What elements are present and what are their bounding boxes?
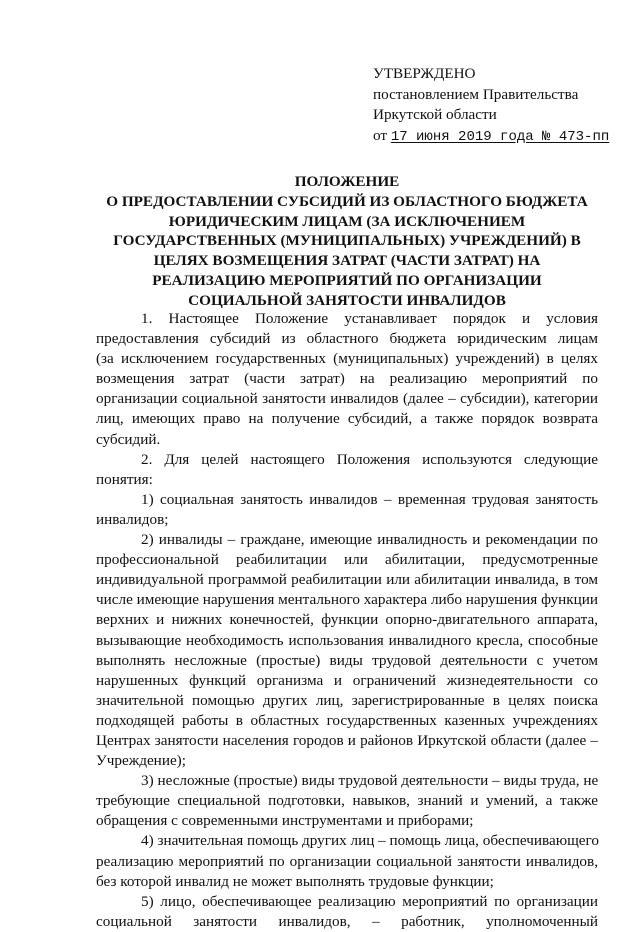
body-line: 1. Настоящее Положение устанавливает порядок и условия (141, 310, 598, 327)
title-line: ПОЛОЖЕНИЕ (294, 173, 400, 190)
body-line: 5) лицо, обеспечивающее реализацию мероприятий по организации (141, 892, 598, 910)
body-line: 1) социальная занятость инвалидов – временная трудовая занятость (141, 490, 598, 508)
body-line: (за исключением государственных (муниципальных) учреждений) в целях (96, 350, 598, 368)
body-line: индивидуальной программой реабилитации или абилитации инвалида, в том (96, 571, 598, 589)
title-line: ЮРИДИЧЕСКИМ ЛИЦАМ (ЗА ИСКЛЮЧЕНИЕМ (168, 212, 526, 230)
approval-by-resolution: постановлением Правительства (373, 85, 579, 103)
body-line: нарушенных функций организма и ограничений жизнедеятельности со (96, 671, 598, 689)
body-line: подходящей работы в областных государственных казенных учреждениях (96, 711, 598, 729)
body-line: организации социальной занятости инвалидов (далее – субсидии), категории (96, 390, 598, 408)
body-line: социальной занятости инвалидов, – работник, уполномоченный (96, 912, 598, 930)
body-line: 4) значительная помощь других лиц – помощь лица, обеспечивающего (141, 832, 599, 850)
body-line: инвалидов; (96, 510, 169, 528)
body-line: возмещения затрат (части затрат) на реализацию мероприятий по (96, 370, 598, 388)
title-line: ГОСУДАРСТВЕННЫХ (МУНИЦИПАЛЬНЫХ) УЧРЕЖДЕНИЙ) В (113, 232, 581, 250)
body-line: 2) инвалиды – граждане, имеющие инвалидность и рекомендации по (141, 531, 598, 549)
body-line: понятия: (96, 470, 153, 488)
body-line: значительной помощью других лиц, зарегистрированные в целях поиска (96, 691, 598, 709)
body-line: требующие специальной подготовки, навыков, знаний и умений, а также (96, 792, 598, 810)
document-body (96, 309, 598, 932)
body-line: предоставления субсидий из областного бюджета юридическим лицам (96, 330, 598, 348)
approval-date-number: 17 июня 2019 года № 473-пп (390, 128, 610, 145)
document-title (96, 172, 598, 311)
approval-approved: УТВЕРЖДЕНО (373, 65, 476, 82)
body-line: Центрах занятости населения городов и районов Иркутской области (далее – (96, 731, 598, 749)
body-line: Учреждение); (96, 752, 186, 770)
title-line: ЦЕЛЯХ ВОЗМЕЩЕНИЯ ЗАТРАТ (ЧАСТИ ЗАТРАТ) НА (153, 252, 541, 270)
title-line: О ПРЕДОСТАВЛЕНИИ СУБСИДИЙ ИЗ ОБЛАСТНОГО БЮДЖЕТА (106, 192, 588, 210)
body-line: выполнять несложные (простые) виды трудовой деятельности с учетом (96, 651, 598, 669)
body-line: 2. Для целей настоящего Положения используются следующие (141, 450, 598, 468)
title-line: РЕАЛИЗАЦИЮ МЕРОПРИЯТИЙ ПО ОРГАНИЗАЦИИ (152, 271, 542, 289)
body-line: верхних и нижних конечностей, функции опорно-двигательного аппарата, (96, 611, 598, 629)
body-line: субсидий. (96, 430, 161, 448)
body-line: 3) несложные (простые) виды трудовой деятельности – виды труда, не (141, 772, 599, 790)
approval-stamp (373, 64, 609, 147)
body-line: обращения с современными инструментами и приборами; (96, 812, 474, 830)
body-line: вызывающие необходимость использования инвалидного кресла, способные (96, 631, 598, 649)
approval-region: Иркутской области (373, 106, 497, 123)
approval-date-prefix: от (373, 126, 388, 144)
body-line: лиц, имеющих право на получение субсидий, а также порядок возврата (96, 410, 598, 428)
body-line: профессиональной реабилитации или абилитации, предусмотренные (96, 551, 598, 569)
body-line: числе имеющие нарушения ментального характера либо нарушения функции (96, 591, 599, 609)
approval-date-line (373, 126, 609, 148)
title-line: СОЦИАЛЬНОЙ ЗАНЯТОСТИ ИНВАЛИДОВ (188, 291, 506, 309)
body-line: реализацию мероприятий по организации социальной занятости инвалидов, (96, 852, 598, 870)
body-line: без которой инвалид не может выполнять трудовые функции; (96, 872, 494, 890)
